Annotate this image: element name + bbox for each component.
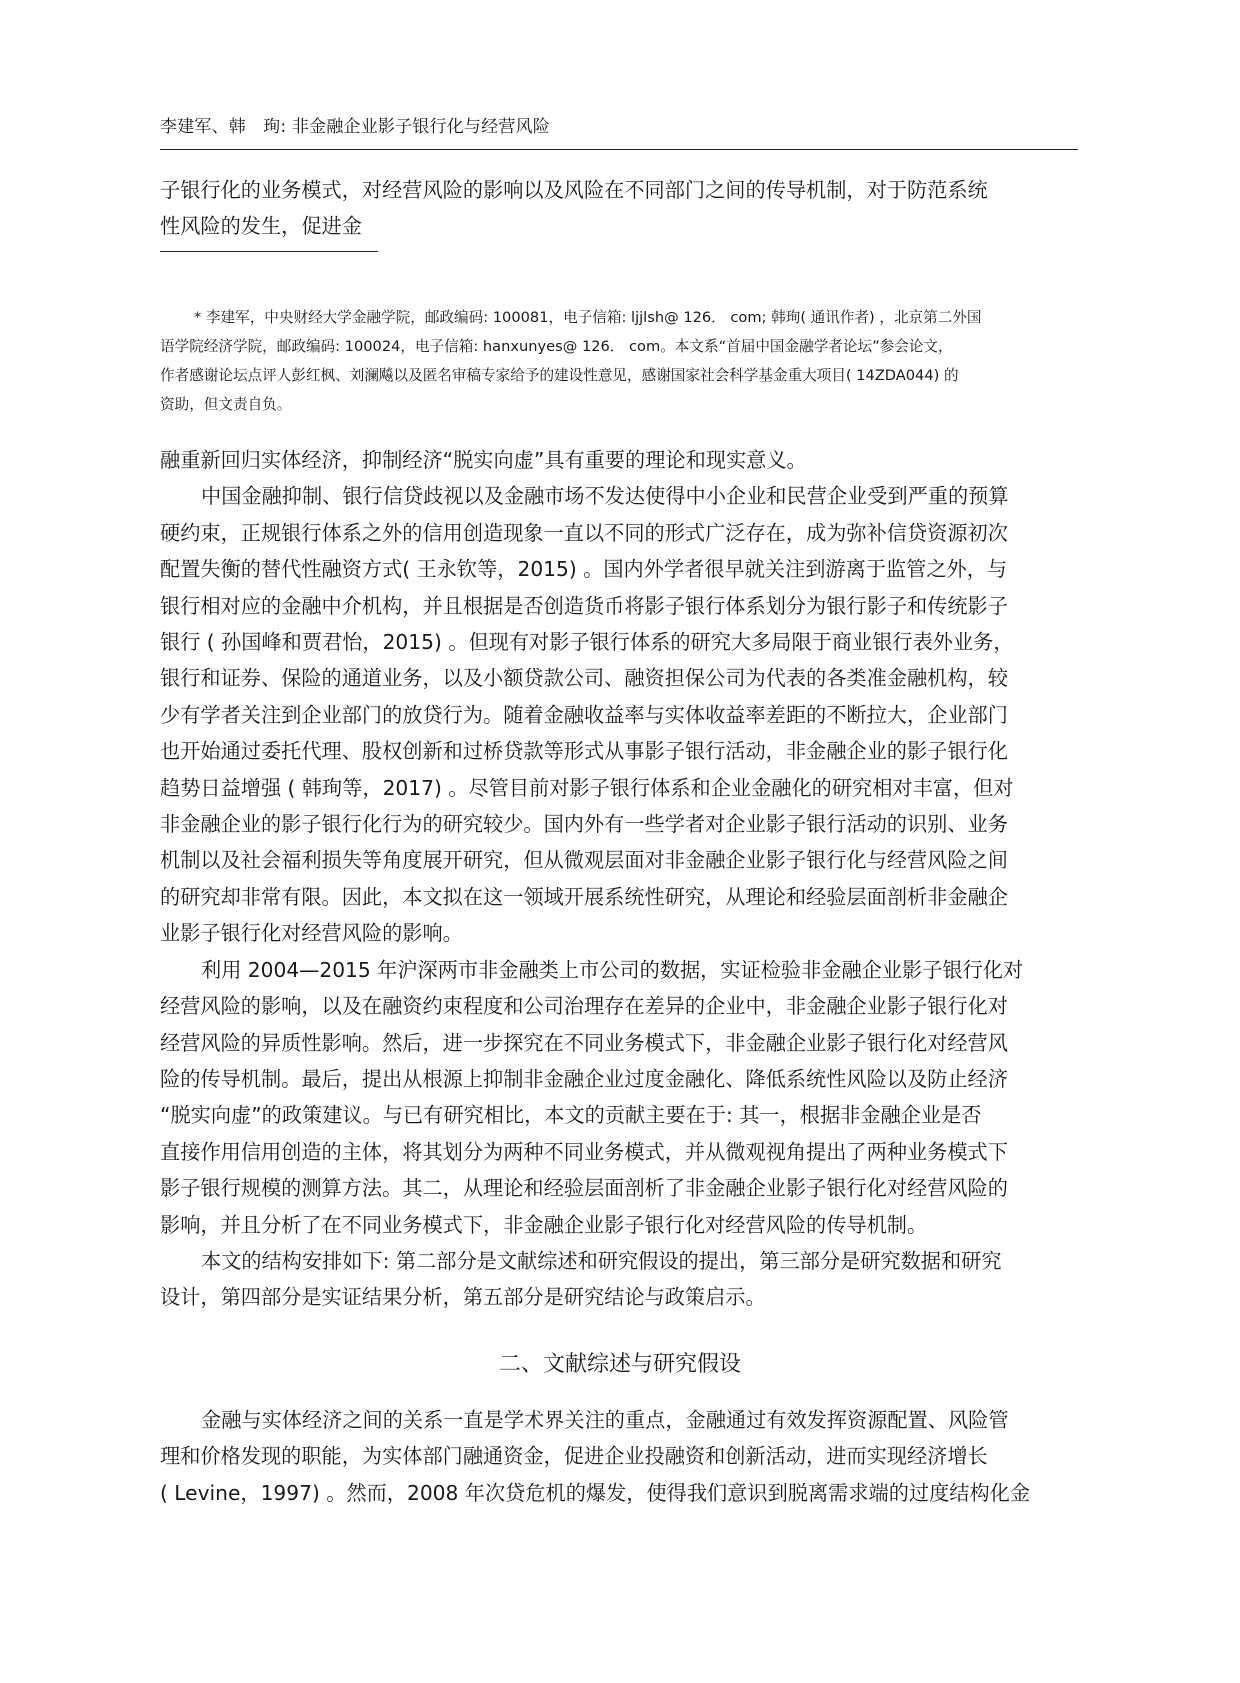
section-body <box>160 1402 1092 1511</box>
text-line: 险的传导机制。最后，提出从根源上抑制非金融企业过度金融化、降低系统性风险以及防止经济 <box>160 1066 1008 1091</box>
text-line: 理和价格发现的职能，为实体部门融通资金，促进企业投融资和创新活动，进而实现经济增长 <box>160 1444 988 1469</box>
text-line: 硬约束，正规银行体系之外的信用创造现象一直以不同的形式广泛存在，成为弥补信贷资源初次 <box>160 520 1008 545</box>
text-line: 本文的结构安排如下: 第二部分是文献综述和研究假设的提出，第三部分是研究数据和研究 <box>201 1248 1002 1273</box>
footnote-line: 资助，但文责自负。 <box>160 396 292 413</box>
footnote-line: 语学院经济学院，邮政编码: 100024，电子信箱: hanxunyes@ 126． com。本文系“首届中国金融学者论坛”参会论文， <box>160 338 953 355</box>
text-line: 机制以及社会福利损失等角度展开研究，但从微观层面对非金融企业影子银行化与经营风险之间 <box>160 848 1008 873</box>
section-heading: 二、文献综述与研究假设 <box>498 1352 741 1377</box>
footnote-line: * 李建军，中央财经大学金融学院，邮政编码: 100081，电子信箱: ljjlsh@ 126． com; 韩珣( 通讯作者) ，北京第二外国 <box>194 309 982 326</box>
text-line: 设计，第四部分是实证结果分析，第五部分是研究结论与政策启示。 <box>160 1285 766 1310</box>
text-line: 经营风险的影响，以及在融资约束程度和公司治理存在差异的企业中，非金融企业影子银行化对 <box>160 994 1008 1019</box>
text-line: 银行和证券、保险的通道业务，以及小额贷款公司、融资担保公司为代表的各类准金融机构，较 <box>160 666 1008 691</box>
text-line: ( Levine，1997) 。然而，2008 年次贷危机的爆发，使得我们意识到脱离需求端的过度结构化金 <box>160 1480 1031 1505</box>
text-line: 少有学者关注到企业部门的放贷行为。随着金融收益率与实体收益率差距的不断拉大，企业部门 <box>160 702 1008 727</box>
text-line: 利用 2004—2015 年沪深两市非金融类上市公司的数据，实证检验非金融企业影子银行化对 <box>201 957 1024 982</box>
text-line: 配置失衡的替代性融资方式( 王永钦等，2015) 。国内外学者很早就关注到游离于监管之外，与 <box>160 557 1008 582</box>
text-line: 影子银行规模的测算方法。其二，从理论和经验层面剖析了非金融企业影子银行化对经营风险的 <box>160 1176 1008 1201</box>
text-line: 趋势日益增强 ( 韩珣等，2017) 。尽管目前对影子银行体系和企业金融化的研究相对丰富，但对 <box>160 775 1014 800</box>
main-body <box>160 442 1092 1316</box>
text-line: 金融与实体经济之间的关系一直是学术界关注的重点，金融通过有效发挥资源配置、风险管 <box>201 1408 1009 1432</box>
footnote-line: 作者感谢论坛点评人彭红枫、刘澜飚以及匿名审稿专家给予的建设性意见，感谢国家社会科学基金重大项目( 14ZDA044) 的 <box>160 367 959 384</box>
header-rule <box>160 149 1078 150</box>
text-line: “脱实向虚”的政策建议。与已有研究相比，本文的贡献主要在于: 其一，根据非金融企业是否 <box>160 1103 982 1128</box>
text-line: 的研究却非常有限。因此，本文拟在这一领域开展系统性研究，从理论和经验层面剖析非金融企 <box>160 884 1008 909</box>
text-line: 银行 ( 孙国峰和贾君怡，2015) 。但现有对影子银行体系的研究大多局限于商业银行表外业务， <box>160 630 1014 655</box>
text-line: 经营风险的异质性影响。然后，进一步探究在不同业务模式下，非金融企业影子银行化对经营风 <box>160 1030 1008 1055</box>
text-line: 融重新回归实体经济，抑制经济“脱实向虚”具有重要的理论和现实意义。 <box>160 448 807 472</box>
footnote <box>160 303 1080 419</box>
running-head: 李建军、韩 珣: 非金融企业影子银行化与经营风险 <box>160 117 550 137</box>
footnote-rule <box>160 251 378 252</box>
text-line: 直接作用信用创造的主体，将其划分为两种不同业务模式，并从微观视角提出了两种业务模式下 <box>160 1139 1008 1164</box>
text-line: 中国金融抑制、银行信贷歧视以及金融市场不发达使得中小企业和民营企业受到严重的预算 <box>201 484 1009 509</box>
text-line: 影响，并且分析了在不同业务模式下，非金融企业影子银行化对经营风险的传导机制。 <box>160 1212 928 1237</box>
top-paragraph <box>160 172 1092 245</box>
text-line: 非金融企业的影子银行化行为的研究较少。国内外有一些学者对企业影子银行活动的识别、业务 <box>160 812 1008 837</box>
text-line: 银行相对应的金融中介机构，并且根据是否创造货币将影子银行体系划分为银行影子和传统影子 <box>160 593 1008 618</box>
text-line: 性风险的发生，促进金 <box>160 214 362 239</box>
text-line: 业影子银行化对经营风险的影响。 <box>160 921 463 946</box>
text-line: 也开始通过委托代理、股权创新和过桥贷款等形式从事影子银行活动，非金融企业的影子银行化 <box>160 739 1008 764</box>
text-line: 子银行化的业务模式，对经营风险的影响以及风险在不同部门之间的传导机制，对于防范系统 <box>160 178 988 202</box>
